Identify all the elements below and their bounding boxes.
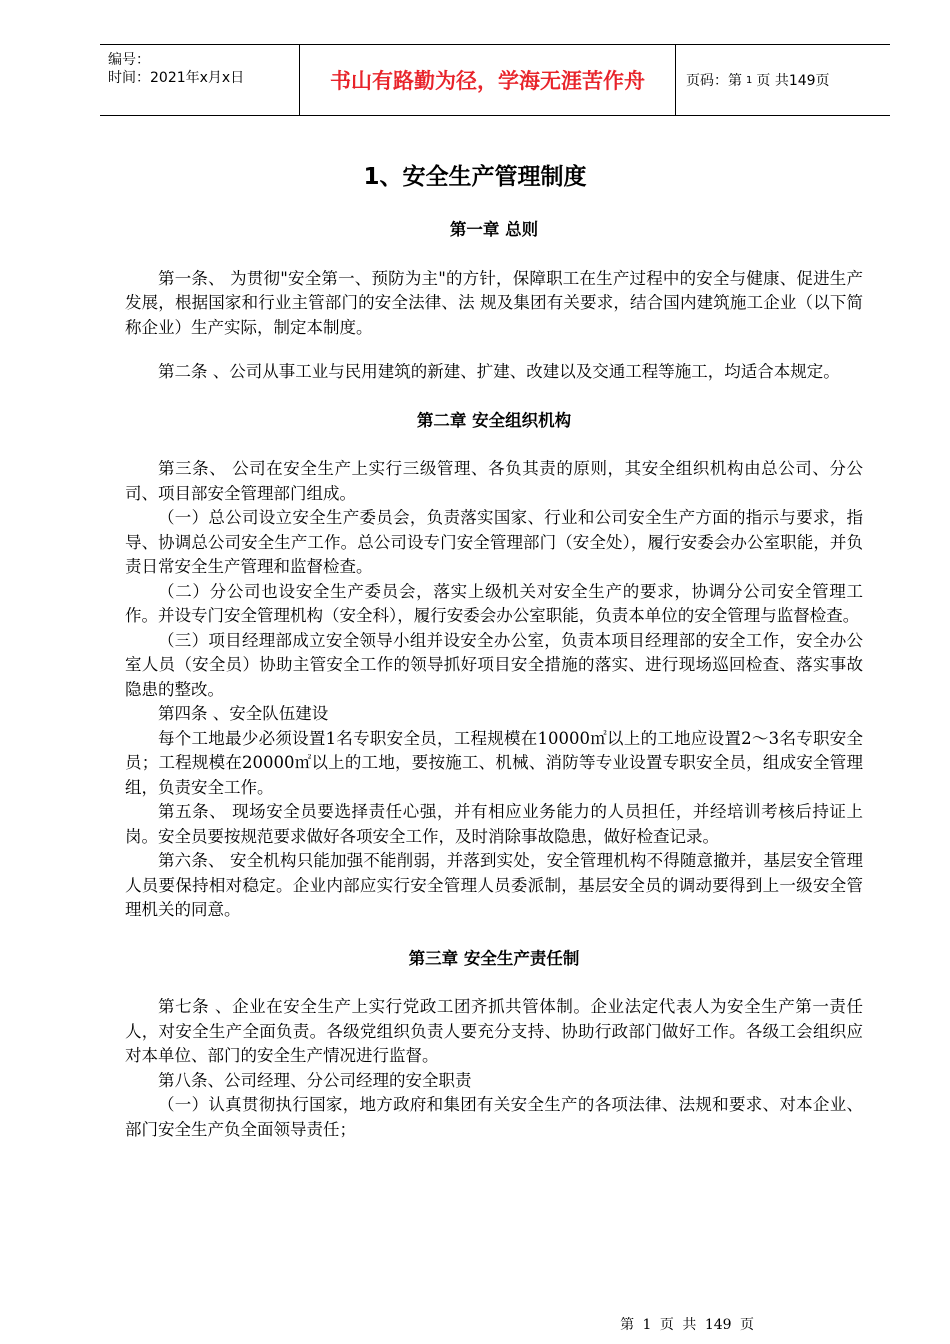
header-slogan: 书山有路勤为径，学海无涯苦作舟 [300, 45, 676, 115]
header-page-info [676, 45, 890, 115]
paragraph: 第四条 、安全队伍建设 [158, 704, 329, 723]
page-number: 1 [746, 74, 753, 86]
page-suffix: 页 共149页 [756, 73, 830, 89]
document-title: 1、安全生产管理制度 [363, 164, 587, 190]
paragraph: （三）项目经理部成立安全领导小组并设安全办公室，负责本项目经理部的安全工作，安全办公室人员（安全员）协助主管安全工作的领导抓好项目安全措施的落实、进行现场巡回检查、落实事故隐患的整改。 [125, 630, 863, 699]
paragraph: （一）总公司设立安全生产委员会，负责落实国家、行业和公司安全生产方面的指示与要求，指导、协调总公司安全生产工作。总公司设专门安全管理部门（安全处），履行安委会办公室职能，并负责日常安全生产管理和监督检查。 [125, 508, 863, 576]
paragraph: 第五条、 现场安全员要选择责任心强，并有相应业务能力的人员担任，并经培训考核后持证上岗。安全员要按规范要求做好各项安全工作，及时消除事故隐患，做好检查记录。 [125, 802, 863, 846]
paragraph: 第二条 、公司从事工业与民用建筑的新建、扩建、改建以及交通工程等施工，均适合本规定。 [158, 362, 840, 381]
paragraph: 第八条、公司经理、分公司经理的安全职责 [158, 1070, 472, 1090]
number-label: 编号： [108, 52, 150, 68]
header-info [100, 45, 300, 115]
time-label: 时间：2021年x月x日 [108, 70, 245, 86]
page-footer: 第 1 页 共 149 页 [620, 1317, 754, 1333]
paragraph: 第三条、 公司在安全生产上实行三级管理、各负其责的原则，其安全组织机构由总公司、分公司、项目部安全管理部门组成。 [125, 459, 863, 503]
document-body [125, 218, 863, 1142]
chapter-heading: 第三章 安全生产责任制 [408, 948, 580, 968]
paragraph: （二）分公司也设安全生产委员会，落实上级机关对安全生产的要求，协调分公司安全管理工作。并设专门安全管理机构（安全科），履行安委会办公室职能，负责本单位的安全管理与监督检查。 [125, 581, 863, 625]
chapter-heading: 第一章 总则 [449, 220, 539, 239]
paragraph: 第一条、 为贯彻"安全第一、预防为主"的方针，保障职工在生产过程中的安全与健康、促进生产发展，根据国家和行业主管部门的安全法律、法 规及集团有关要求，结合国内建筑施工企业（以下简称企业）生产实际，制定本制度。 [125, 268, 863, 337]
paragraph: 第六条、 安全机构只能加强不能削弱，并落到实处，安全管理机构不得随意撤并，基层安全管理人员要保持相对稳定。企业内部应实行安全管理人员委派制，基层安全员的调动要得到上一级安全管理机关的同意。 [125, 851, 863, 919]
chapter-heading: 第二章 安全组织机构 [416, 410, 572, 430]
paragraph: 第七条 、企业在安全生产上实行党政工团齐抓共管体制。企业法定代表人为安全生产第一责任人，对安全生产全面负责。各级党组织负责人要充分支持、协助行政部门做好工作。各级工会组织应对本单位、部门的安全生产情况进行监督。 [125, 997, 863, 1065]
page-header [100, 44, 890, 116]
page-prefix: 页码：第 [686, 73, 742, 89]
paragraph: （一）认真贯彻执行国家，地方政府和集团有关安全生产的各项法律、法规和要求、对本企业、部门安全生产负全面领导责任； [125, 1095, 863, 1139]
paragraph: 每个工地最少必须设置1名专职安全员，工程规模在10000㎡以上的工地应设置2～3名专职安全员；工程规模在20000㎡以上的工地，要按施工、机械、消防等专业设置专职安全员，组成安全管理组，负责安全工作。 [125, 728, 863, 797]
